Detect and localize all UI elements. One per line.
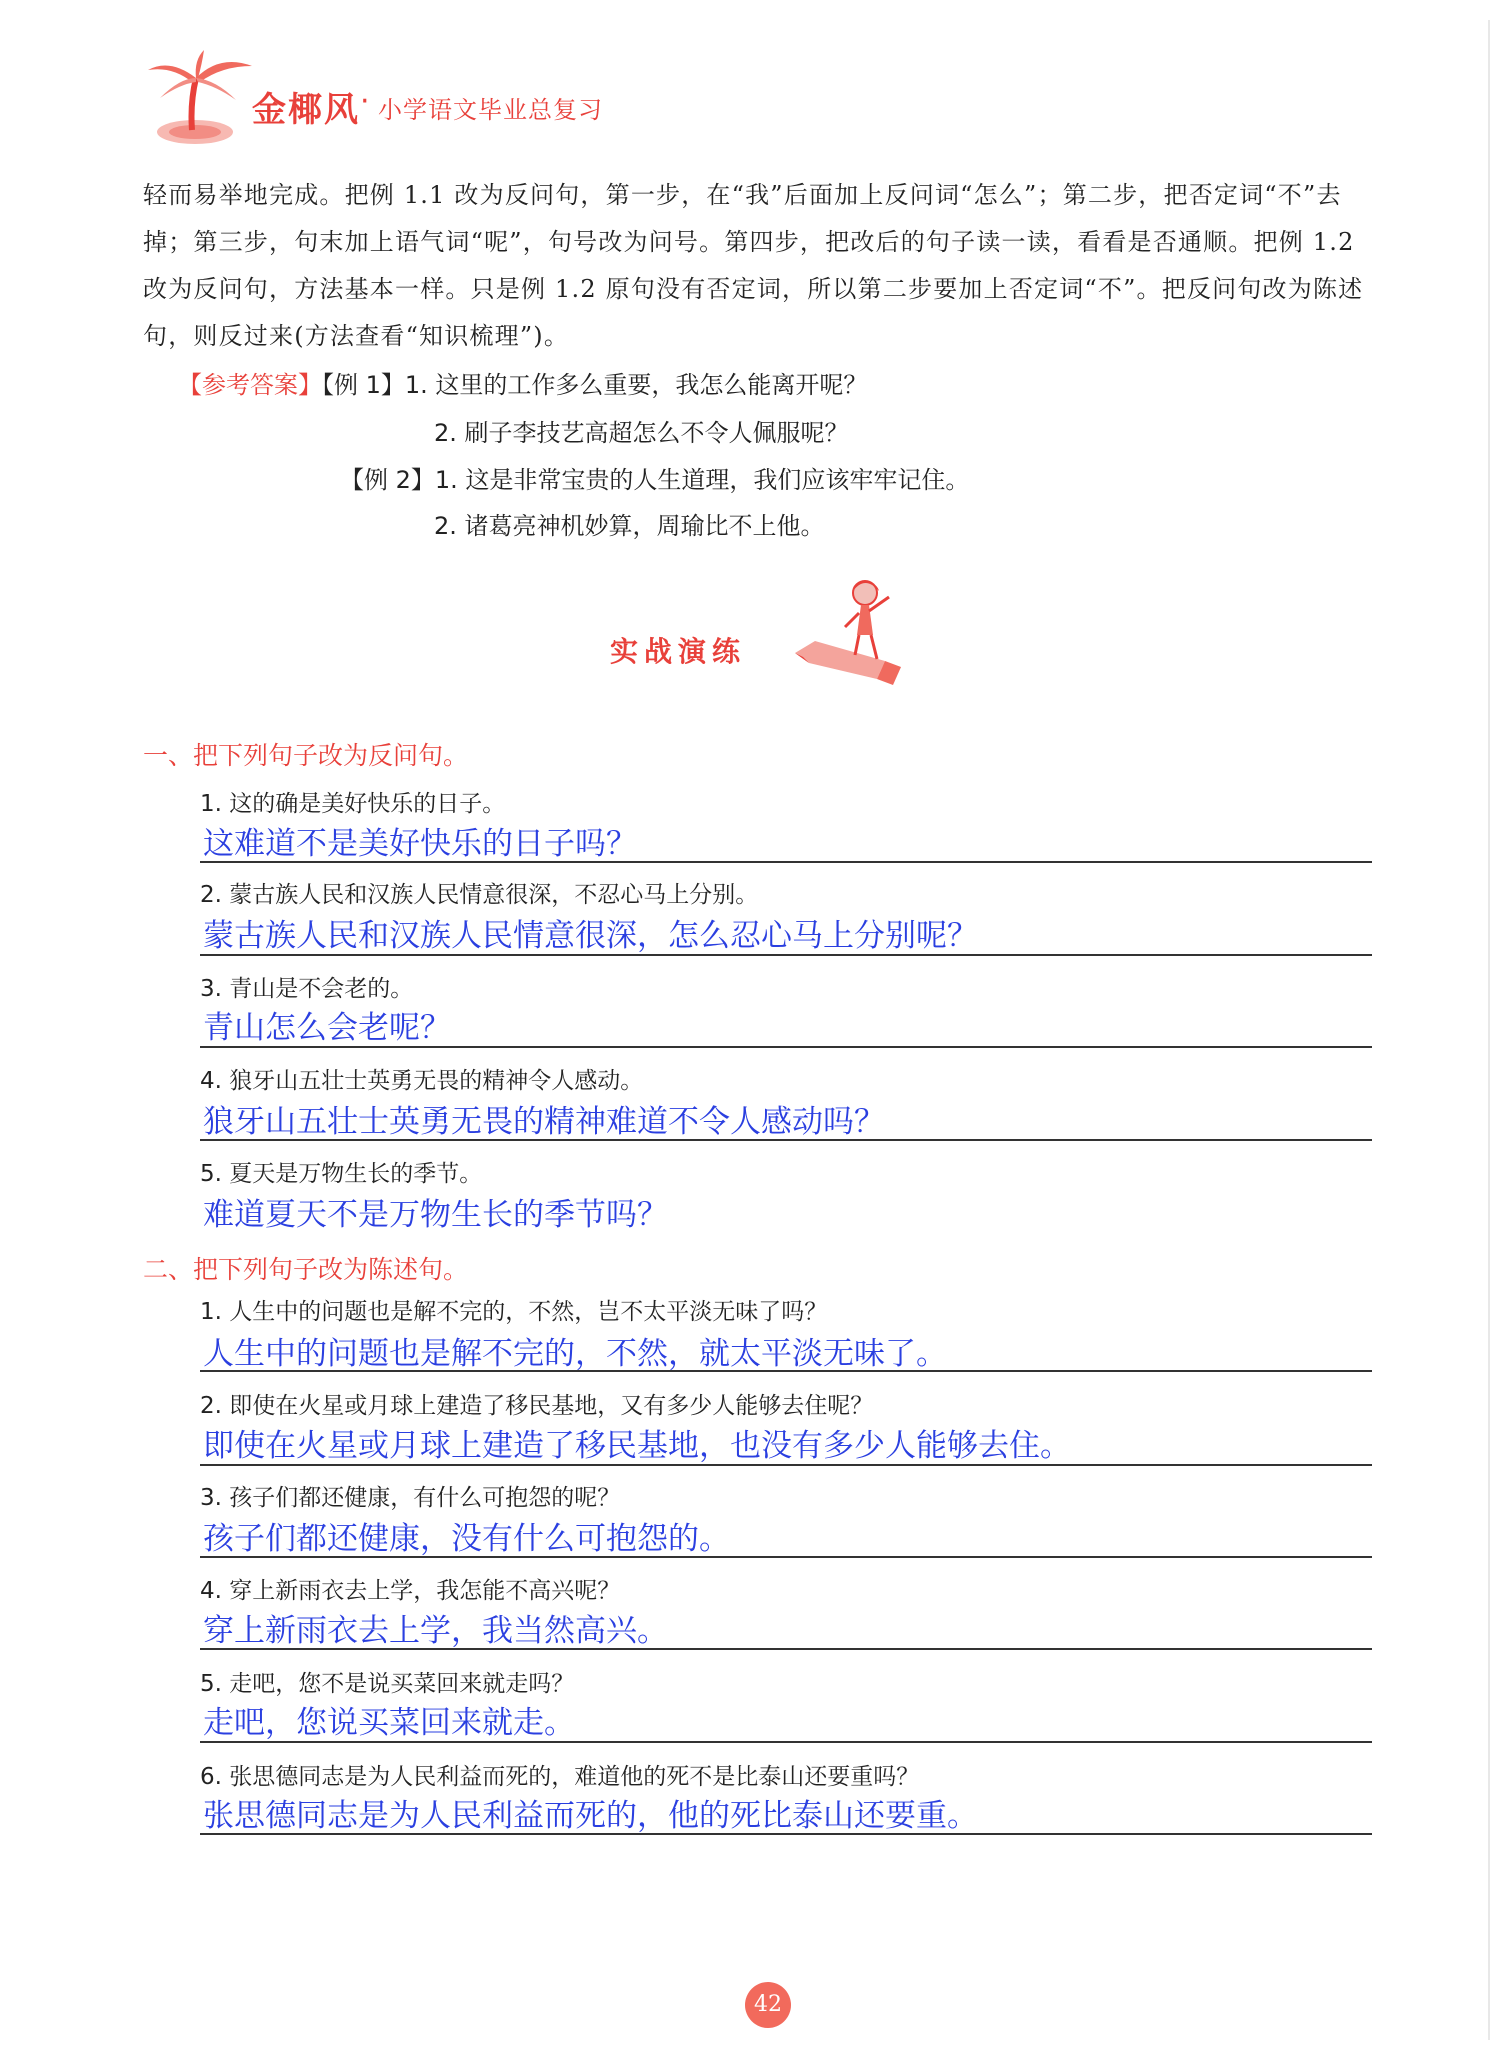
page-number: 42 — [745, 1982, 791, 2028]
answer-line — [200, 1833, 1372, 1835]
example-1-label: 【例 1】 — [322, 371, 405, 399]
answer-line — [200, 1046, 1372, 1048]
answer-line — [200, 1139, 1372, 1141]
answer-line — [200, 1648, 1372, 1650]
example-2-answer-2: 2. 诸葛亮神机妙算，周瑜比不上他。 — [434, 512, 825, 540]
s1-question-1: 1. 这的确是美好快乐的日子。 — [200, 791, 506, 817]
s2-question-2: 2. 即使在火星或月球上建造了移民基地，又有多少人能够去住呢？ — [200, 1393, 874, 1419]
s1-answer-1: 这难道不是美好快乐的日子吗？ — [203, 826, 637, 862]
s2-question-3: 3. 孩子们都还健康，有什么可抱怨的呢？ — [200, 1485, 621, 1511]
girl-on-pencil-icon — [785, 575, 905, 695]
answer-row-1 — [178, 365, 867, 400]
answer-tag: 【参考答案】 — [178, 371, 322, 399]
page-edge — [1488, 20, 1490, 2040]
section-1-heading: 一、把下列句子改为反问句。 — [143, 741, 469, 770]
example-1-answer-2: 2. 刷子李技艺高超怎么不令人佩服呢？ — [434, 419, 849, 447]
s2-question-6: 6. 张思德同志是为人民利益而死的，难道他的死不是比泰山还要重吗？ — [200, 1764, 920, 1790]
s1-question-4: 4. 狼牙山五壮士英勇无畏的精神令人感动。 — [200, 1068, 644, 1094]
s2-answer-2: 即使在火星或月球上建造了移民基地，也没有多少人能够去住。 — [203, 1428, 1071, 1464]
example-2-answer-1: 1. 这是非常宝贵的人生道理，我们应该牢牢记住。 — [434, 466, 970, 494]
s2-answer-3: 孩子们都还健康，没有什么可抱怨的。 — [203, 1521, 730, 1557]
s2-question-1: 1. 人生中的问题也是解不完的，不然，岂不太平淡无味了吗？ — [200, 1299, 828, 1325]
s2-answer-5: 走吧，您说买菜回来就走。 — [203, 1705, 575, 1741]
example-2-label: 【例 2】 — [340, 466, 435, 494]
s1-answer-4: 狼牙山五壮士英勇无畏的精神难道不令人感动吗？ — [203, 1104, 885, 1140]
answer-row-3 — [340, 460, 969, 495]
s2-question-4: 4. 穿上新雨衣去上学，我怎能不高兴呢？ — [200, 1578, 621, 1604]
s2-answer-4: 穿上新雨衣去上学，我当然高兴。 — [203, 1613, 668, 1649]
answer-line — [200, 1464, 1372, 1466]
section-2-heading: 二、把下列句子改为陈述句。 — [143, 1255, 469, 1284]
s2-answer-1: 人生中的问题也是解不完的，不然，就太平淡无味了。 — [203, 1336, 947, 1372]
s2-question-5: 5. 走吧，您不是说买菜回来就走吗？ — [200, 1671, 575, 1697]
brand-separator: · — [360, 84, 370, 119]
explanation-paragraph: 轻而易举地完成。把例 1.1 改为反问句，第一步，在“我”后面加上反问词“怎么”；第二步，把否定词“不”去掉；第三步，句末加上语气词“呢”，句号改为问号。第四步，把改后的句子读一读，看看是否通顺。把例 1.2 改为反问句，方法基本一样。只是例 1.2 原句没有否定词，所以第二步要加上否定词“不”。把反问句改为陈述句，则反过来(方法查看“知识梳理”)。 — [143, 181, 1364, 350]
s1-answer-3: 青山怎么会老呢？ — [203, 1010, 451, 1046]
answer-line — [200, 861, 1372, 863]
s1-answer-5: 难道夏天不是万物生长的季节吗？ — [203, 1197, 668, 1233]
answer-line — [200, 1741, 1372, 1743]
example-1-answer-1: 1. 这里的工作多么重要，我怎么能离开呢？ — [404, 371, 868, 399]
s1-question-5: 5. 夏天是万物生长的季节。 — [200, 1161, 483, 1187]
brand-name: 金椰风 — [252, 90, 360, 130]
answer-line — [200, 954, 1372, 956]
s1-question-3: 3. 青山是不会老的。 — [200, 976, 414, 1002]
book-subtitle: 小学语文毕业总复习 — [378, 96, 603, 124]
s2-answer-6: 张思德同志是为人民利益而死的，他的死比泰山还要重。 — [203, 1798, 978, 1834]
answer-line — [200, 1370, 1372, 1372]
practice-title: 实战演练 — [610, 635, 747, 668]
palm-tree-logo-icon — [140, 48, 258, 148]
answer-line — [200, 1556, 1372, 1558]
s1-question-2: 2. 蒙古族人民和汉族人民情意很深，不忍心马上分别。 — [200, 882, 759, 908]
s1-answer-2: 蒙古族人民和汉族人民情意很深，怎么忍心马上分别呢？ — [203, 918, 978, 954]
